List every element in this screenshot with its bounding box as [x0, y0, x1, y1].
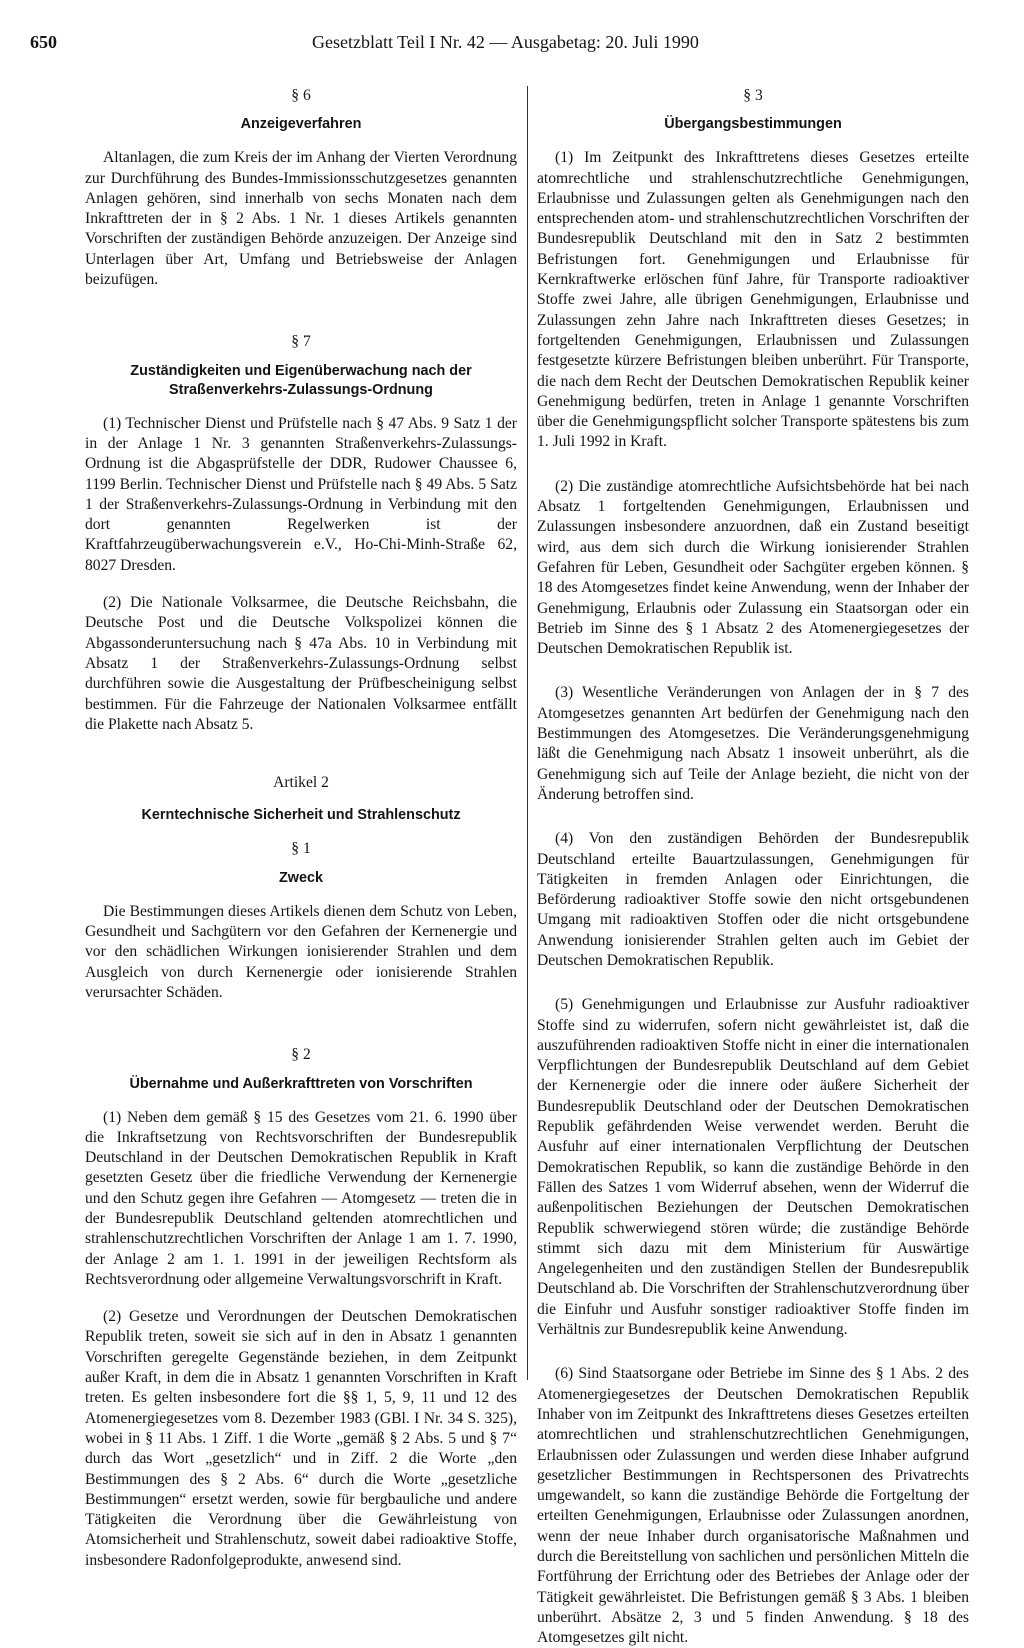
running-head: Gesetzblatt Teil I Nr. 42 — Ausgabetag: 20. Juli 1990	[312, 32, 699, 52]
paragraph: (1) Technischer Dienst und Prüfstelle nach § 47 Abs. 9 Satz 1 der in der Anlage 1 Nr. 3 genannten Straßenverkehrs-Zulassungs-Ordnung ist die Abgasprüfstelle der DDR, Rudower Chaussee 6, 1199 Berlin. Technischer Dienst und Prüfstelle nach § 49 Abs. 5 Satz 1 der Straßenverkehrs-Zulassungs-Ordnung in Verbindung mit den dort genannten Regelwerken ist der Kraftfahrzeugüberwachungsverein e.V., Ho-Chi-Minh-Straße 62, 8027 Dresden.	[85, 414, 517, 574]
paragraph: Die Bestimmungen dieses Artikels dienen dem Schutz von Leben, Gesundheit und Sachgütern vor den Gefahren der Kernenergie und vor den schädlichen Wirkungen ionisierender Strahlen und dem Ausgleich von durch Kernenergie oder ionisierende Strahlen verursachter Schäden.	[85, 902, 517, 1001]
article-label: Artikel 2	[273, 774, 329, 792]
section-number: § 3	[743, 87, 763, 104]
section-title: Übergangsbestimmungen	[664, 116, 842, 133]
paragraph: (3) Wesentliche Veränderungen von Anlagen der in § 7 des Atomgesetzes genannten Art bedürfen der Genehmigung nach den Bestimmungen des Atomgesetzes. Die Veränderungsgenehmigung läßt die Genehmigung nach Absatz 1 insoweit unberührt, als die Genehmigung sich auf Teile der Anlage bezieht, die nicht von der Änderung betroffen sind.	[537, 684, 969, 803]
section-number: § 2	[291, 1046, 311, 1064]
paragraph: (2) Die zuständige atomrechtliche Aufsichtsbehörde hat bei nach Absatz 1 fortgeltenden Genehmigungen, Erlaubnissen und Zulassungen insbesondere anzuordnen, daß ein Zustand beseitigt wird, aus dem sich durch die Wirkung ionisierender Strahlen Gefahren für Leben, Gesundheit oder Sachgüter ergeben können. § 18 des Atomgesetzes findet keine Anwendung, wenn der Inhaber der Genehmigung, Erlaubnis oder Zulassung ein Staatsorgan oder ein Betrieb im Sinne des § 1 Absatz 2 des Atomenergiegesetzes der Deutschen Demokratischen Republik ist.	[537, 477, 969, 658]
paragraph: (1) Neben dem gemäß § 15 des Gesetzes vom 21. 6. 1990 über die Inkraftsetzung von Rechtsvorschriften der Bundesrepublik Deutschland in der Deutschen Demokratischen Republik in Kraft gesetzten Gesetz über die friedliche Verwendung der Kernenergie und den Schutz gegen ihre Gefahren — Atomgesetz — treten die in der Bundesrepublik Deutschland geltenden atomrechtlichen und strahlenschutzrechtlichen Vorschriften der Anlage 1 am 1. 7. 1990, der Anlage 2 am 1. 1. 1991 in der jeweiligen Rechtsform als Rechtsverordnung oder allgemeine Verwaltungsvorschrift in Kraft.	[85, 1108, 517, 1288]
section-number: § 6	[291, 87, 311, 104]
section-number: § 7	[291, 333, 311, 351]
page-number: 650	[30, 32, 57, 52]
paragraph: (1) Im Zeitpunkt des Inkrafttretens dieses Gesetzes erteilte atomrechtliche und strahlenschutzrechtliche Genehmigungen, Erlaubnisse und Zulassungen gelten als Genehmigungen nach den entsprechenden atom- und strahlenschutzrechtlichen Vorschriften der Bundesrepublik Deutschland mit den in Satz 2 bestimmten Befristungen fort. Genehmigungen und Erlaubnisse für Kernkraftwerke erlöschen fünf Jahre, für Transporte radioaktiver Stoffe zwei Jahre, alle übrigen Genehmigungen, Erlaubnisse und Zulassungen zehn Jahre nach Inkrafttreten dieses Gesetzes; in fortgeltenden Genehmigungen, Erlaubnissen und Zulassungen festgesetzte kürzere Befristungen bleiben unberührt. Für Transporte, die nach dem Recht der Deutschen Demokratischen Republik keiner Genehmigung bedürfen, treten in Anlage 1 genannte Vorschriften über die Genehmigungspflicht solcher Transporte spätestens bis zum 1. Juli 1992 in Kraft.	[537, 149, 969, 451]
paragraph: (6) Sind Staatsorgane oder Betriebe im Sinne des § 1 Abs. 2 des Atomenergiegesetzes der Deutschen Demokratischen Republik Inhaber von im Zeitpunkt des Inkrafttretens dieses Gesetzes erteilten atomrechtlichen und strahlenschutzrechtlichen Genehmigungen, Erlaubnissen oder Zulassungen und werden diese Inhaber aufgrund gesetzlicher Bestimmungen in Rechtspersonen des Privatrechts umgewandelt, so kann die zuständige Behörde die Fortgeltung der erteilten Genehmigungen, Erlaubnisse oder Zulassungen anordnen, wenn der neue Inhaber durch organisatorische Maßnahmen und durch die Bereitstellung von sachlichen und persönlichen Mitteln die Fortführung der Errichtung oder des Betriebes der Anlage oder der Tätigkeit gewährleistet. Die Befristungen gemäß § 3 Abs. 1 bleiben unberührt. Absätze 2, 3 und 5 finden Anwendung. § 18 des Atomgesetzes gilt nicht.	[537, 1365, 969, 1647]
paragraph: Altanlagen, die zum Kreis der im Anhang der Vierten Verordnung zur Durchführung des Bundes-Immissionsschutzgesetzes genannten Anlagen gehören, sind innerhalb von sechs Monaten nach dem Inkrafttreten der in § 2 Abs. 1 Nr. 1 dieses Artikels genannten Vorschriften der zuständigen Behörde anzuzeigen. Der Anzeige sind Unterlagen über Art, Umfang und Betriebsweise der Anlagen beizufügen.	[85, 149, 517, 289]
section-number: § 1	[291, 840, 311, 858]
paragraph: (4) Von den zuständigen Behörden der Bundesrepublik Deutschland erteilte Bauartzulassungen, Genehmigungen für Tätigkeiten in fremden Anlagen oder Einrichtungen, die Beförderung radioaktiver Stoffe sowie den nicht ortsgebundenen Umgang mit radioaktiven Stoffen oder die nicht ortsgebundene Anwendung ionisierender Strahlen gelten auch im Gebiet der Deutschen Demokratischen Republik.	[537, 830, 969, 969]
column-divider	[527, 86, 528, 1380]
section-title	[85, 362, 517, 400]
section-title-line: Zuständigkeiten und Eigenüberwachung nach der	[130, 362, 472, 379]
section-title: Anzeigeverfahren	[240, 116, 362, 133]
right-column	[537, 82, 969, 1648]
section-title: Übernahme und Außerkrafttreten von Vorschriften	[129, 1075, 473, 1092]
section-title: Zweck	[279, 869, 323, 886]
paragraph: (5) Genehmigungen und Erlaubnisse zur Ausfuhr radioaktiver Stoffe sind zu widerrufen, sofern nicht gewährleistet ist, daß die auszuführenden radioaktiven Stoffe nicht in einer die internationalen Verpflichtungen der Bundesrepublik Deutschland auf dem Gebiet der Kernenergie oder die innere oder äußere Sicherheit der Bundesrepublik Deutschland oder der Deutschen Demokratischen Republik gefährdenden Weise verwendet werden. Beruht die Ausfuhr auf einer internationalen Verpflichtung der Deutschen Demokratischen Republik, so kann die zuständige Behörde in den Fällen des Satzes 1 vom Widerruf absehen, wenn der Widerruf die außenpolitischen Beziehungen der Deutschen Demokratischen Republik schwerwiegend stören würde; die zuständige Behörde stimmt sich dazu mit dem Ministerium für Auswärtige Angelegenheiten und den zuständigen Stellen der Bundesrepublik Deutschland ab. Die Vorschriften der Strahlenschutzverordnung über die Einfuhr und Ausfuhr sonstiger radioaktiver Stoffe finden im Verhältnis zur Bundesrepublik keine Anwendung.	[537, 996, 969, 1339]
article-title: Kerntechnische Sicherheit und Strahlenschutz	[141, 807, 461, 824]
left-column	[85, 82, 517, 1571]
section-title-line: Straßenverkehrs-Zulassungs-Ordnung	[169, 381, 433, 398]
page-header	[30, 32, 994, 56]
paragraph: (2) Gesetze und Verordnungen der Deutschen Demokratischen Republik treten, soweit sie sich auf in den in Absatz 1 genannten Vorschriften geregelte Gegenstände beziehen, in dem Zeitpunkt außer Kraft, in dem die in Absatz 1 genannten Vorschriften in Kraft treten. Es gelten insbesondere fort die §§ 1, 5, 9, 11 und 12 des Atomenergiegesetzes vom 8. Dezember 1983 (GBl. I Nr. 34 S. 325), wobei in § 11 Abs. 1 Ziff. 1 die Worte „gemäß § 2 Abs. 5 und § 7“ durch das Wort „gesetzlich“ und in Ziff. 2 die Worte „den Bestimmungen des § 2 Abs. 6“ durch die Worte „gesetzliche Bestimmungen“ ersetzt werden, sowie für bergbauliche und andere Tätigkeiten die Verordnung über die Gewährleistung von Atomsicherheit und Strahlenschutz, soweit dabei radioaktive Stoffe, insbesondere Radonfolgeprodukte, anwesend sind.	[85, 1308, 517, 1569]
paragraph: (2) Die Nationale Volksarmee, die Deutsche Reichsbahn, die Deutsche Post und die Deutsche Volkspolizei können die Abgassonderuntersuchung nach § 47a Abs. 10 in Verbindung mit Absatz 1 der Straßenverkehrs-Zulassungs-Ordnung selbst durchführen sowie die Ausgestaltung der Prüfbescheinigung selbst bestimmen. Für die Fahrzeuge der Nationalen Volksarmee entfällt die Plakette nach Absatz 5.	[85, 594, 517, 733]
